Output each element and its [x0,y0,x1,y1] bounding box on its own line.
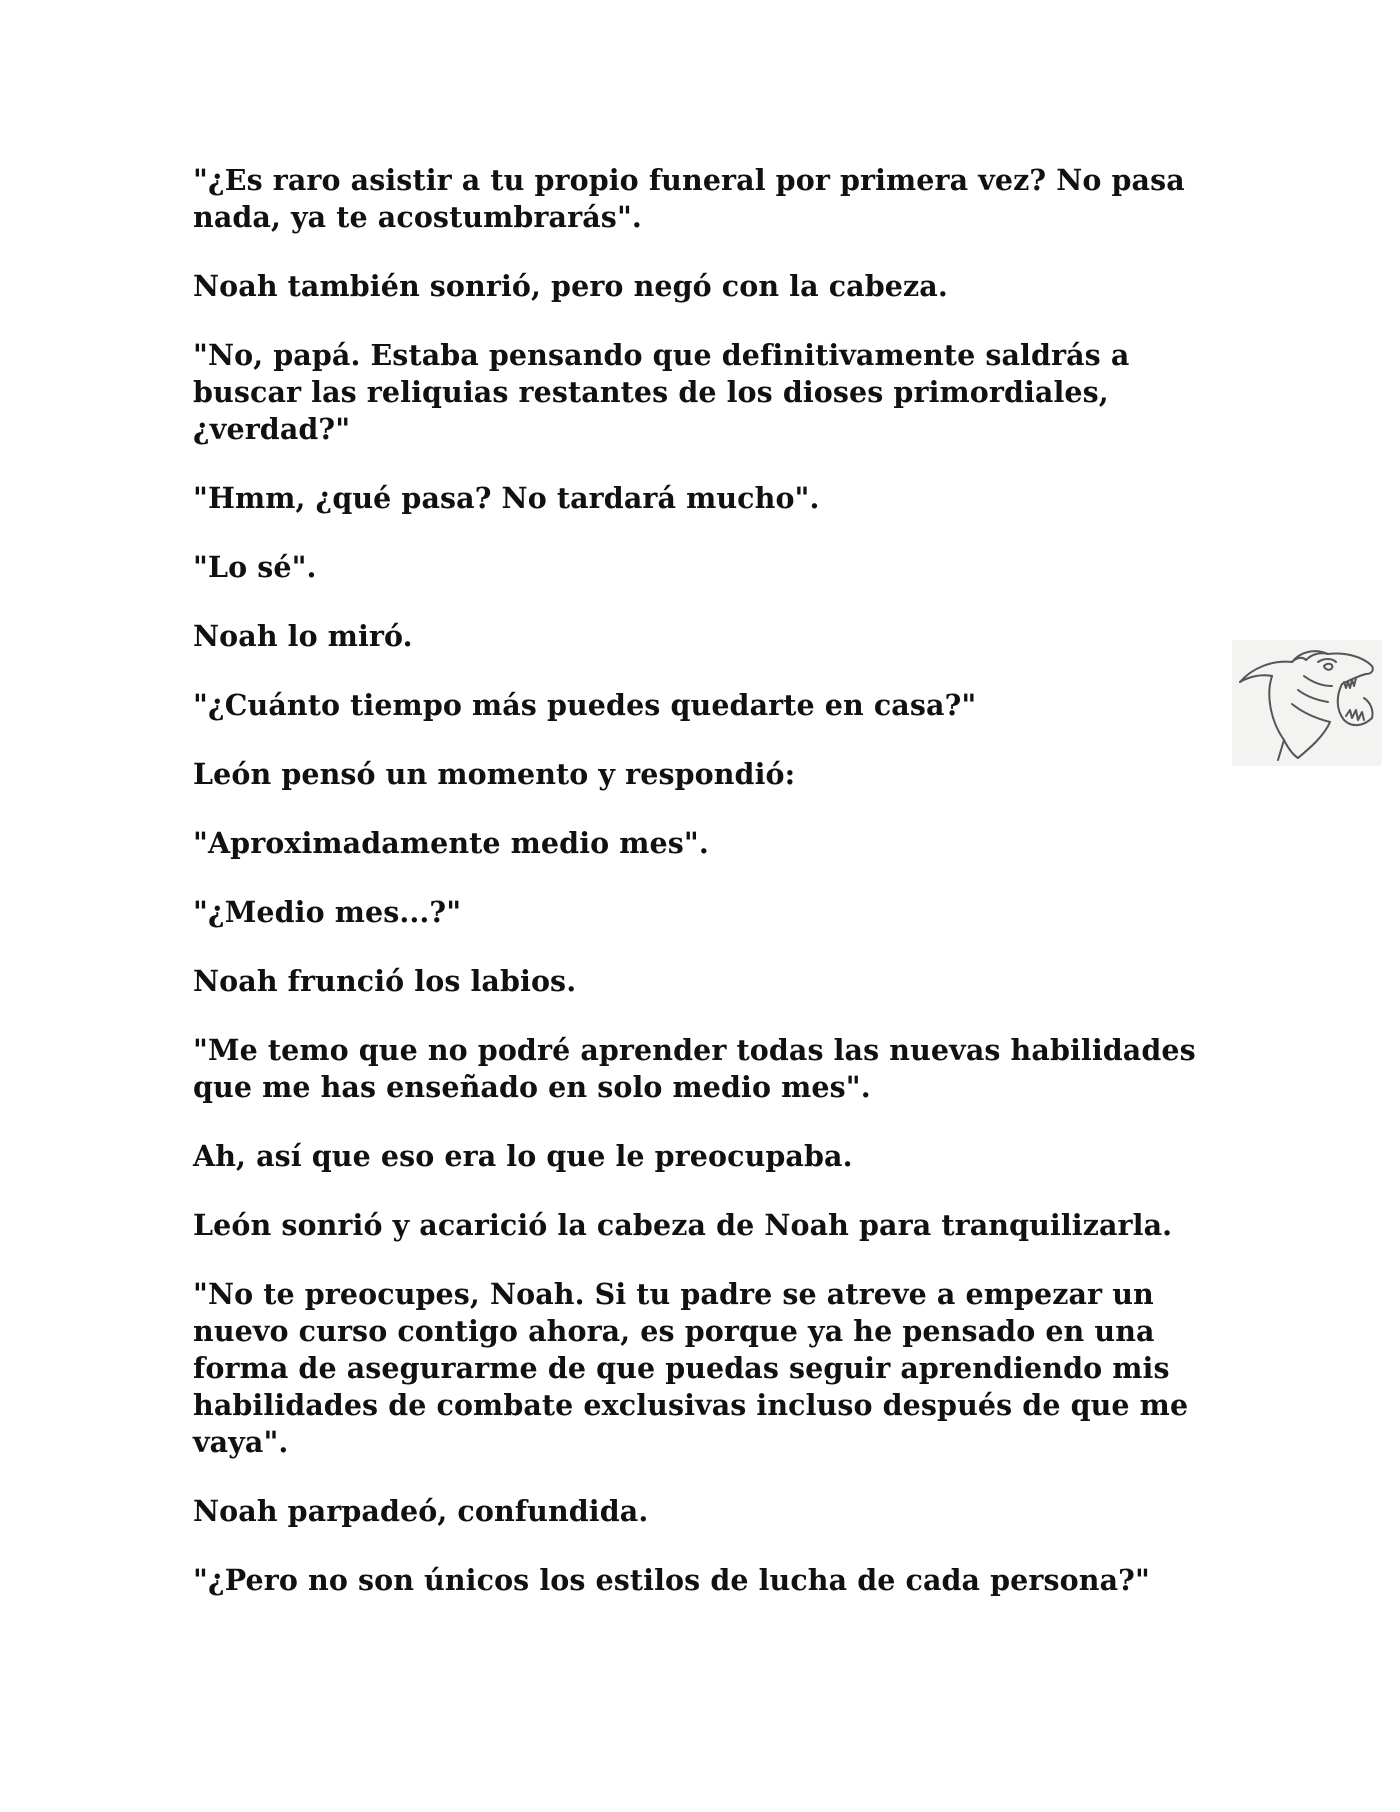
paragraph: Noah también sonrió, pero negó con la cabeza. [193,269,948,303]
dinosaur-head-icon [1232,640,1382,766]
paragraph: Noah lo miró. [193,619,413,653]
paragraph: Noah parpadeó, confundida. [193,1494,649,1528]
paragraph: "Lo sé". [193,550,317,584]
paragraph: Ah, así que eso era lo que le preocupaba. [193,1139,853,1173]
document-body [193,162,1203,1631]
paragraph: "Hmm, ¿qué pasa? No tardará mucho". [193,481,820,515]
paragraph: "Aproximadamente medio mes". [193,826,709,860]
paragraph: León pensó un momento y respondió: [193,757,796,791]
paragraph: "¿Es raro asistir a tu propio funeral por primera vez? No pasa nada, ya te acostumbrarás". [193,163,1185,234]
paragraph: "No, papá. Estaba pensando que definitivamente saldrás a buscar las reliquias restantes de los dioses primordiales, ¿verdad?" [193,338,1130,446]
paragraph: Noah frunció los labios. [193,964,577,998]
paragraph: "No te preocupes, Noah. Si tu padre se atreve a empezar un nuevo curso contigo ahora, es porque ya he pensado en una forma de asegurarme de que puedas seguir aprendiendo mis habilidades de combate exclusivas incluso después de que me vaya". [193,1277,1189,1459]
paragraph: "¿Medio mes...?" [193,895,462,929]
paragraph: "Me temo que no podré aprender todas las nuevas habilidades que me has enseñado en solo medio mes". [193,1033,1196,1104]
paragraph: "¿Pero no son únicos los estilos de lucha de cada persona?" [193,1563,1150,1597]
paragraph: León sonrió y acarició la cabeza de Noah para tranquilizarla. [193,1208,1173,1242]
paragraph: "¿Cuánto tiempo más puedes quedarte en casa?" [193,688,977,722]
